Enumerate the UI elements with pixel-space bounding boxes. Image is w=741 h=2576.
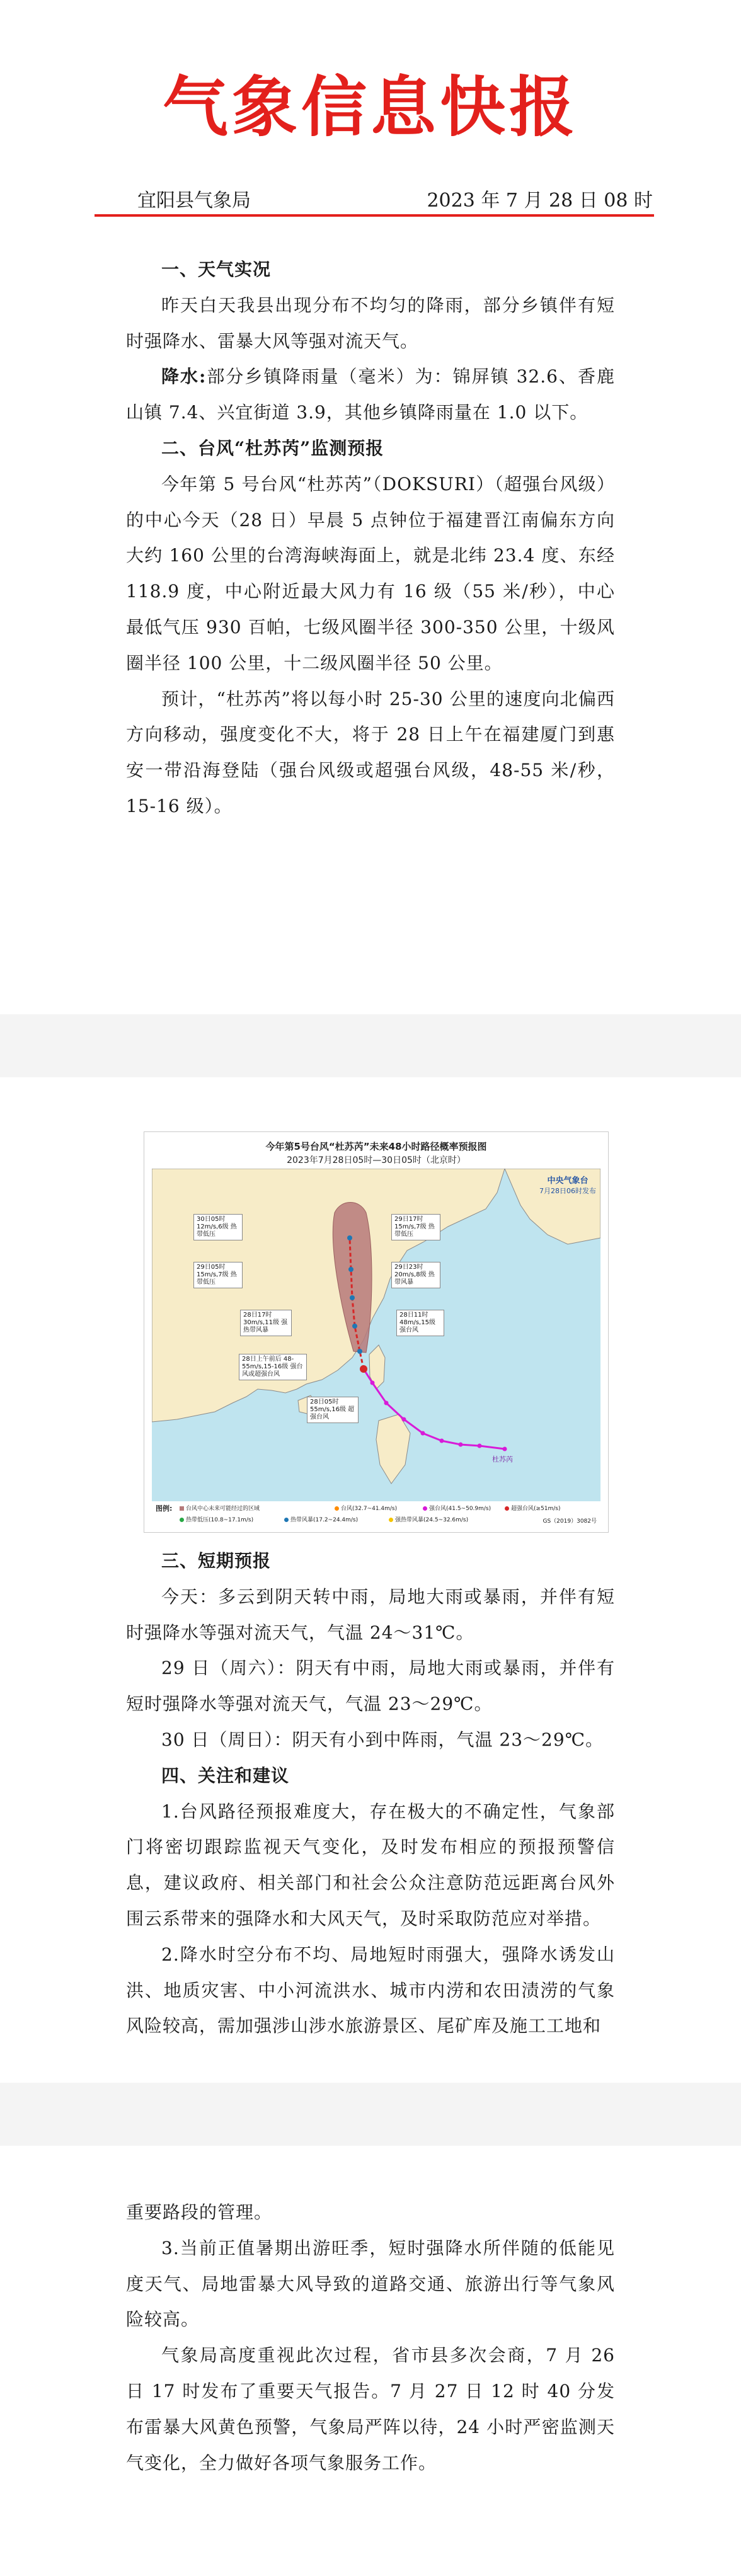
page-gap xyxy=(0,2083,741,2146)
typhoon-center xyxy=(360,1365,367,1373)
callout-28d05: 28日05时 55m/s,16级 超强台风 xyxy=(307,1397,359,1423)
section2-para2: 预计，“杜苏芮”将以每小时 25-30 公里的速度向北偏西方向移动，强度变化不大，将于 28 日上午在福建厦门到惠安一带沿海登陆（强台风级或超强台风级，48-55 米/秒，15-16 级）。 xyxy=(126,688,615,816)
section3-heading: 三、短期预报 xyxy=(161,1550,272,1571)
page1-text xyxy=(126,252,615,825)
advice-1: 1.台风路径预报难度大，存在极大的不确定性，气象部门将密切跟踪监视天气变化，及时发布相应的预报预警信息，建议政府、相关部门和社会公众注意防范远距离台风外围云系带来的强降水和大风天气，及时采取防范应对举措。 xyxy=(126,1800,615,1929)
rain-label: 降水: xyxy=(161,366,207,387)
legend-sts: 强热带风暴(24.5~32.6m/s) xyxy=(389,1516,468,1524)
closing-para: 气象局高度重视此次过程，省市县多次会商，7 月 26 日 17 时发布了重要天气报告。7 月 27 日 12 时 40 分发布雷暴大风黄色预警，气象局严阵以待，24 小时严密监测天气变化，全力做好各项气象服务工作。 xyxy=(126,2345,615,2473)
section4-heading: 四、关注和建议 xyxy=(161,1765,290,1786)
legend-ts: 热带风暴(17.2~24.4m/s) xyxy=(284,1516,358,1524)
section2-heading: 二、台风“杜苏芮”监测预报 xyxy=(161,437,384,459)
forecast-30: 30 日（周日）：阴天有小到中阵雨，气温 23～29℃。 xyxy=(161,1729,604,1750)
doc-title: 气象信息快报 xyxy=(162,69,578,146)
legend-sty: 强台风(41.5~50.9m/s) xyxy=(423,1505,491,1513)
callout-28d-morning: 28日上午前后 48-55m/s,15-16级 强台风或超强台风 xyxy=(239,1354,307,1380)
legend-title: 图例: xyxy=(156,1504,173,1513)
rain-text: 部分乡镇降雨量（毫米）为：锦屏镇 32.6、香鹿山镇 7.4、兴宜街道 3.9，其他乡镇降雨量在 1.0 以下。 xyxy=(126,366,615,423)
legend-super: 超强台风(≥51m/s) xyxy=(505,1505,561,1513)
legend-area: 台风中心未来可能经过的区域 xyxy=(180,1505,260,1513)
rain-para xyxy=(126,359,615,431)
map-title: 今年第5号台风“杜苏芮”未来48小时路径概率预报图 xyxy=(265,1141,487,1152)
agency-logo xyxy=(535,1174,600,1196)
map-legend xyxy=(152,1503,600,1528)
callout-29d23: 29日23时 20m/s,8级 热带风暴 xyxy=(391,1262,440,1288)
typhoon-track-map xyxy=(144,1131,609,1533)
advice-2-cont: 重要路段的管理。 xyxy=(126,2202,273,2223)
callout-28d17: 28日17时 30m/s,11级 强热带风暴 xyxy=(240,1310,292,1336)
callout-29d17: 29日17时 15m/s,7级 热带低压 xyxy=(391,1214,440,1240)
header-divider xyxy=(95,214,654,217)
page3-text xyxy=(126,2195,615,2481)
issue-date: 2023 年 7 月 28 日 08 时 xyxy=(427,190,653,212)
map-subtitle: 2023年7月28日05时—30日05时（北京时） xyxy=(287,1155,466,1165)
page-gap xyxy=(0,1014,741,1077)
callout-28d11: 28日11时 48m/s,15级 强台风 xyxy=(396,1310,444,1336)
legend-td: 热带低压(10.8~17.1m/s) xyxy=(180,1516,253,1524)
agency-issue-time: 7月28日06时发布 xyxy=(539,1187,596,1195)
section1-para: 昨天白天我县出现分布不均匀的降雨，部分乡镇伴有短时强降水、雷暴大风等强对流天气。 xyxy=(126,294,615,352)
storm-label: 杜苏芮 xyxy=(492,1455,513,1463)
forecast-today: 今天：多云到阴天转中雨，局地大雨或暴雨，并伴有短时强降水等强对流天气，气温 24～31℃。 xyxy=(126,1586,615,1643)
page2-text xyxy=(126,1543,615,2044)
issuer: 宜阳县气象局 xyxy=(137,190,251,212)
forecast-29: 29 日（周六）：阴天有中雨，局地大雨或暴雨，并伴有短时强降水等强对流天气，气温 23～29℃。 xyxy=(126,1657,615,1715)
advice-3: 3.当前正值暑期出游旺季，短时强降水所伴随的低能见度天气、局地雷暴大风导致的道路交通、旅游出行等气象风险较高。 xyxy=(126,2237,615,2330)
agency-name: 中央气象台 xyxy=(547,1176,589,1186)
advice-2: 2.降水时空分布不均、局地短时雨强大，强降水诱发山洪、地质灾害、中小河流洪水、城市内涝和农田渍涝的气象风险较高，需加强涉山涉水旅游景区、尾矿库及施工工地和 xyxy=(126,1943,615,2037)
callout-30d05: 30日05时 12m/s,6级 热带低压 xyxy=(193,1214,243,1240)
legend-ty: 台风(32.7~41.4m/s) xyxy=(335,1505,397,1513)
section1-heading: 一、天气实况 xyxy=(161,259,272,280)
map-approval-no: GS（2019）3082号 xyxy=(543,1518,597,1525)
callout-29d05: 29日05时 15m/s,7级 热带低压 xyxy=(193,1262,243,1288)
section2-para1: 今年第 5 号台风“杜苏芮”（DOKSURI）（超强台风级）的中心今天（28 日）早晨 5 点钟位于福建晋江南偏东方向大约 160 公里的台湾海峡海面上，就是北纬 23.4 度、东经 118.9 度，中心附近最大风力有 16 级（55 米/秒），中心最低气压 930 百帕，七级风圈半径 300-350 公里，十级风圈半径 100 公里，十二级风圈半径 50 公里。 xyxy=(126,473,615,673)
